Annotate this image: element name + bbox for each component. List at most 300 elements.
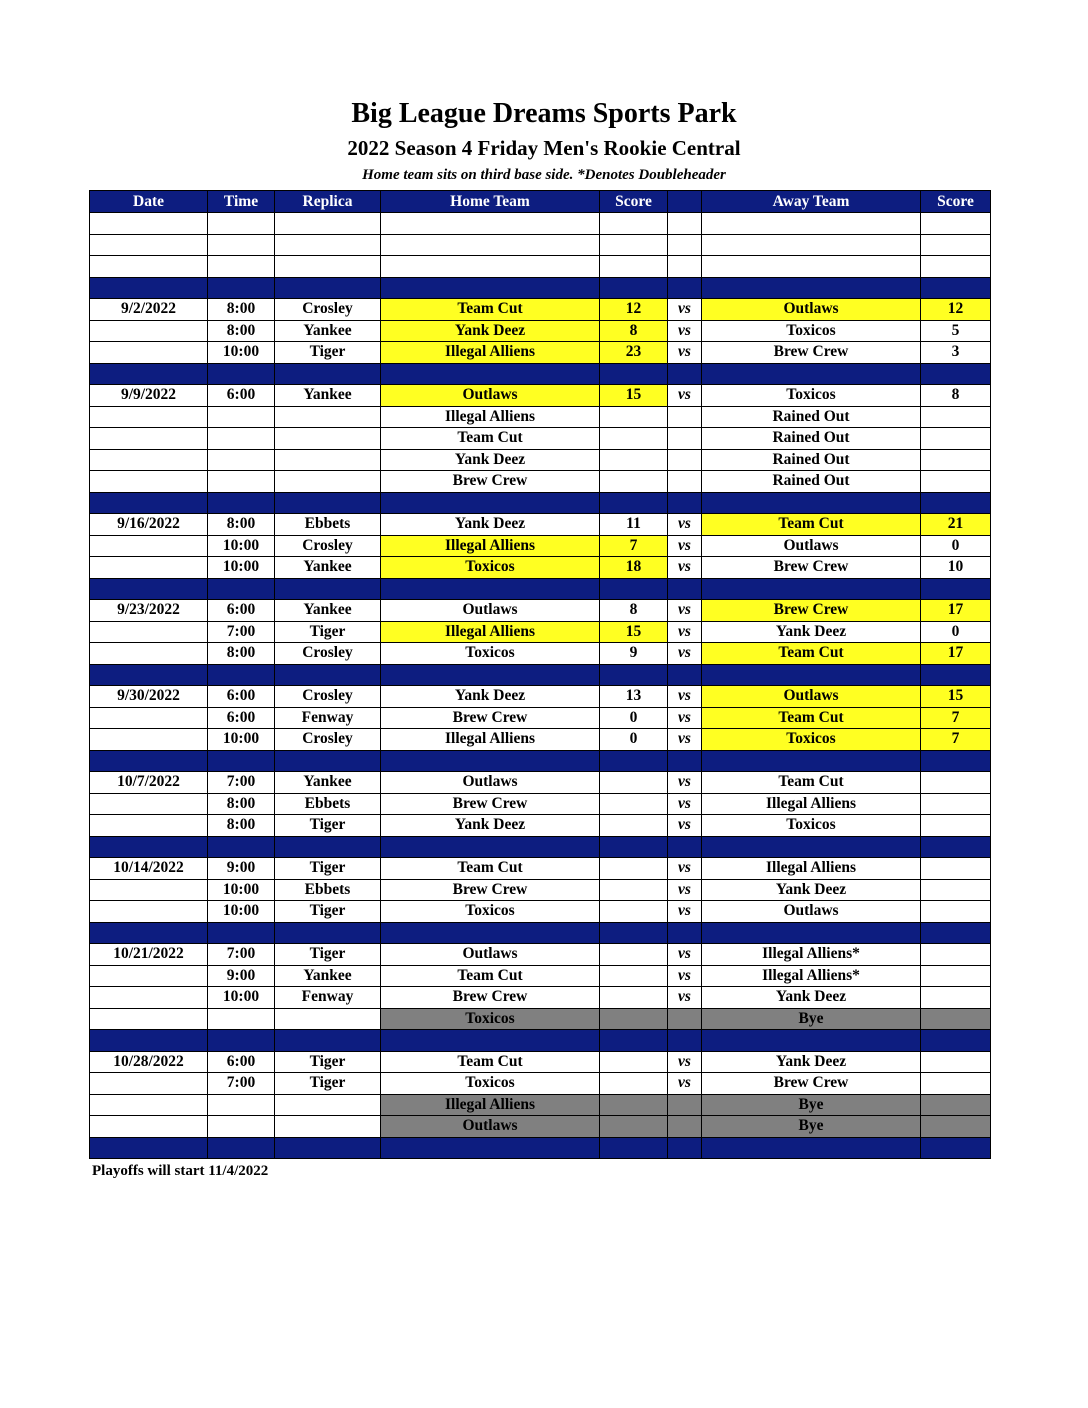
home-score-cell (600, 277, 668, 299)
time-cell (208, 750, 275, 772)
game-row (90, 901, 991, 923)
home-team-cell: Outlaws (381, 772, 600, 794)
vs-cell (668, 1094, 702, 1116)
vs-cell: vs (668, 987, 702, 1009)
away-team-cell: Brew Crew (702, 1073, 921, 1095)
home-team-cell: Brew Crew (381, 879, 600, 901)
away-team-cell (702, 836, 921, 858)
away-score-cell (921, 406, 991, 428)
bye-row (90, 1116, 991, 1138)
col-header-home-team: Home Team (381, 191, 600, 213)
replica-cell (275, 406, 381, 428)
date-cell (90, 621, 208, 643)
home-score-cell (600, 1030, 668, 1052)
away-team-cell: Brew Crew (702, 342, 921, 364)
away-score-cell (921, 965, 991, 987)
away-score-cell (921, 471, 991, 493)
date-cell: 9/16/2022 (90, 514, 208, 536)
date-cell: 9/30/2022 (90, 686, 208, 708)
home-team-cell: Brew Crew (381, 471, 600, 493)
away-score-cell (921, 428, 991, 450)
home-score-cell: 13 (600, 686, 668, 708)
home-score-cell (600, 836, 668, 858)
blank-row (90, 213, 991, 235)
home-score-cell (600, 449, 668, 471)
away-team-cell: Bye (702, 1094, 921, 1116)
week-separator-row (90, 1137, 991, 1159)
away-score-cell: 10 (921, 557, 991, 579)
home-team-cell: Outlaws (381, 385, 600, 407)
home-score-cell (600, 922, 668, 944)
vs-cell (668, 1116, 702, 1138)
date-cell: 9/9/2022 (90, 385, 208, 407)
time-cell (208, 1137, 275, 1159)
date-cell: 10/7/2022 (90, 772, 208, 794)
home-score-cell (600, 406, 668, 428)
game-row (90, 772, 991, 794)
time-cell (208, 234, 275, 256)
time-cell: 8:00 (208, 793, 275, 815)
week-separator-row (90, 277, 991, 299)
home-score-cell (600, 256, 668, 278)
home-score-cell (600, 772, 668, 794)
home-score-cell: 12 (600, 299, 668, 321)
replica-cell (275, 1116, 381, 1138)
table-header-row (90, 191, 991, 213)
date-cell (90, 664, 208, 686)
time-cell (208, 406, 275, 428)
date-cell (90, 1073, 208, 1095)
away-score-cell (921, 772, 991, 794)
home-score-cell: 8 (600, 320, 668, 342)
home-team-cell: Outlaws (381, 944, 600, 966)
home-score-cell (600, 471, 668, 493)
game-row (90, 342, 991, 364)
home-team-cell (381, 1030, 600, 1052)
home-score-cell (600, 1073, 668, 1095)
vs-cell: vs (668, 772, 702, 794)
time-cell (208, 471, 275, 493)
away-score-cell: 15 (921, 686, 991, 708)
replica-cell: Tiger (275, 944, 381, 966)
away-team-cell: Outlaws (702, 901, 921, 923)
away-team-cell (702, 1030, 921, 1052)
home-team-cell (381, 578, 600, 600)
replica-cell (275, 234, 381, 256)
date-cell: 9/2/2022 (90, 299, 208, 321)
vs-cell (668, 664, 702, 686)
away-team-cell: Brew Crew (702, 557, 921, 579)
week-separator-row (90, 363, 991, 385)
replica-cell (275, 922, 381, 944)
game-row (90, 793, 991, 815)
away-score-cell: 21 (921, 514, 991, 536)
home-score-cell: 15 (600, 385, 668, 407)
home-score-cell (600, 793, 668, 815)
blank-row (90, 234, 991, 256)
date-cell (90, 643, 208, 665)
vs-cell: vs (668, 1073, 702, 1095)
replica-cell: Yankee (275, 600, 381, 622)
away-team-cell (702, 256, 921, 278)
home-team-cell: Toxicos (381, 643, 600, 665)
playoffs-note: Playoffs will start 11/4/2022 (92, 1163, 269, 1179)
page-subtitle: 2022 Season 4 Friday Men's Rookie Central (347, 136, 741, 160)
date-cell (90, 557, 208, 579)
game-row (90, 643, 991, 665)
date-cell (90, 965, 208, 987)
time-cell: 6:00 (208, 385, 275, 407)
away-team-cell: Team Cut (702, 643, 921, 665)
away-team-cell: Toxicos (702, 320, 921, 342)
away-score-cell (921, 1137, 991, 1159)
away-score-cell: 5 (921, 320, 991, 342)
away-score-cell (921, 858, 991, 880)
away-team-cell: Team Cut (702, 707, 921, 729)
away-team-cell: Brew Crew (702, 600, 921, 622)
time-cell (208, 213, 275, 235)
col-header-replica: Replica (275, 191, 381, 213)
game-row (90, 944, 991, 966)
game-row (90, 987, 991, 1009)
date-cell (90, 1137, 208, 1159)
replica-cell: Fenway (275, 987, 381, 1009)
away-team-cell (702, 750, 921, 772)
away-team-cell: Yank Deez (702, 879, 921, 901)
away-team-cell (702, 664, 921, 686)
replica-cell: Crosley (275, 729, 381, 751)
replica-cell (275, 836, 381, 858)
replica-cell: Yankee (275, 320, 381, 342)
vs-cell (668, 750, 702, 772)
date-cell (90, 815, 208, 837)
vs-cell: vs (668, 815, 702, 837)
date-cell (90, 879, 208, 901)
replica-cell: Ebbets (275, 793, 381, 815)
date-cell (90, 277, 208, 299)
away-score-cell (921, 492, 991, 514)
date-cell (90, 707, 208, 729)
away-team-cell (702, 234, 921, 256)
vs-cell: vs (668, 858, 702, 880)
home-team-cell (381, 256, 600, 278)
time-cell: 10:00 (208, 557, 275, 579)
vs-cell: vs (668, 793, 702, 815)
replica-cell: Tiger (275, 815, 381, 837)
home-team-cell: Outlaws (381, 1116, 600, 1138)
date-cell: 9/23/2022 (90, 600, 208, 622)
vs-cell: vs (668, 535, 702, 557)
date-cell (90, 1030, 208, 1052)
game-row (90, 858, 991, 880)
replica-cell (275, 1030, 381, 1052)
away-score-cell (921, 922, 991, 944)
bye-row (90, 1094, 991, 1116)
home-score-cell (600, 965, 668, 987)
home-team-cell: Illegal Alliens (381, 342, 600, 364)
date-cell (90, 1094, 208, 1116)
home-score-cell (600, 428, 668, 450)
home-team-cell: Yank Deez (381, 514, 600, 536)
home-team-cell: Toxicos (381, 557, 600, 579)
away-team-cell: Rained Out (702, 471, 921, 493)
home-team-cell: Team Cut (381, 858, 600, 880)
vs-cell (668, 256, 702, 278)
game-row (90, 815, 991, 837)
col-header-vs (668, 191, 702, 213)
time-cell: 7:00 (208, 772, 275, 794)
home-score-cell (600, 664, 668, 686)
away-score-cell (921, 901, 991, 923)
replica-cell (275, 1008, 381, 1030)
home-team-cell (381, 664, 600, 686)
date-cell (90, 492, 208, 514)
home-team-cell (381, 234, 600, 256)
home-team-cell: Toxicos (381, 1073, 600, 1095)
home-team-cell (381, 836, 600, 858)
away-score-cell (921, 1073, 991, 1095)
away-score-cell: 12 (921, 299, 991, 321)
away-team-cell: Outlaws (702, 299, 921, 321)
time-cell: 9:00 (208, 858, 275, 880)
week-separator-row (90, 578, 991, 600)
replica-cell: Tiger (275, 901, 381, 923)
home-team-cell: Yank Deez (381, 686, 600, 708)
home-team-cell (381, 363, 600, 385)
time-cell (208, 578, 275, 600)
time-cell (208, 277, 275, 299)
time-cell (208, 922, 275, 944)
away-team-cell (702, 277, 921, 299)
home-team-cell: Brew Crew (381, 793, 600, 815)
away-score-cell (921, 449, 991, 471)
away-score-cell: 17 (921, 600, 991, 622)
vs-cell (668, 1137, 702, 1159)
away-team-cell (702, 363, 921, 385)
away-team-cell: Illegal Alliens* (702, 965, 921, 987)
time-cell: 7:00 (208, 621, 275, 643)
game-row (90, 320, 991, 342)
week-separator-row (90, 664, 991, 686)
away-team-cell: Outlaws (702, 535, 921, 557)
game-row (90, 514, 991, 536)
time-cell: 6:00 (208, 600, 275, 622)
home-score-cell (600, 815, 668, 837)
replica-cell: Crosley (275, 535, 381, 557)
date-cell (90, 836, 208, 858)
home-team-cell: Toxicos (381, 1008, 600, 1030)
vs-cell: vs (668, 729, 702, 751)
time-cell: 8:00 (208, 643, 275, 665)
home-score-cell: 18 (600, 557, 668, 579)
game-row (90, 385, 991, 407)
game-row (90, 557, 991, 579)
date-cell (90, 1116, 208, 1138)
col-header-date: Date (90, 191, 208, 213)
away-team-cell: Outlaws (702, 686, 921, 708)
vs-cell: vs (668, 643, 702, 665)
away-team-cell (702, 213, 921, 235)
vs-cell (668, 1008, 702, 1030)
replica-cell: Fenway (275, 707, 381, 729)
col-header-away-team: Away Team (702, 191, 921, 213)
home-score-cell (600, 1008, 668, 1030)
replica-cell: Yankee (275, 965, 381, 987)
home-team-cell: Brew Crew (381, 987, 600, 1009)
home-score-cell: 23 (600, 342, 668, 364)
vs-cell: vs (668, 901, 702, 923)
replica-cell (275, 363, 381, 385)
date-cell (90, 234, 208, 256)
date-cell (90, 428, 208, 450)
away-score-cell (921, 234, 991, 256)
away-score-cell (921, 213, 991, 235)
time-cell: 6:00 (208, 707, 275, 729)
vs-cell (668, 1030, 702, 1052)
away-score-cell (921, 879, 991, 901)
vs-cell (668, 234, 702, 256)
away-score-cell (921, 1116, 991, 1138)
vs-cell: vs (668, 299, 702, 321)
home-team-cell: Illegal Alliens (381, 621, 600, 643)
vs-cell (668, 213, 702, 235)
blank-row (90, 256, 991, 278)
vs-cell: vs (668, 1051, 702, 1073)
replica-cell (275, 449, 381, 471)
time-cell: 8:00 (208, 299, 275, 321)
week-separator-row (90, 492, 991, 514)
vs-cell (668, 492, 702, 514)
away-team-cell: Yank Deez (702, 1051, 921, 1073)
replica-cell: Yankee (275, 557, 381, 579)
time-cell: 10:00 (208, 901, 275, 923)
vs-cell (668, 363, 702, 385)
date-cell (90, 901, 208, 923)
date-cell (90, 406, 208, 428)
home-score-cell (600, 987, 668, 1009)
time-cell: 8:00 (208, 320, 275, 342)
date-cell (90, 987, 208, 1009)
home-team-cell: Illegal Alliens (381, 1094, 600, 1116)
time-cell (208, 492, 275, 514)
away-score-cell (921, 987, 991, 1009)
replica-cell: Crosley (275, 299, 381, 321)
date-cell: 10/21/2022 (90, 944, 208, 966)
time-cell: 8:00 (208, 514, 275, 536)
vs-cell: vs (668, 385, 702, 407)
date-cell (90, 213, 208, 235)
away-team-cell (702, 578, 921, 600)
away-score-cell (921, 363, 991, 385)
time-cell (208, 664, 275, 686)
replica-cell (275, 428, 381, 450)
replica-cell: Crosley (275, 643, 381, 665)
replica-cell: Ebbets (275, 879, 381, 901)
away-team-cell (702, 922, 921, 944)
time-cell (208, 428, 275, 450)
vs-cell: vs (668, 557, 702, 579)
game-row (90, 729, 991, 751)
away-team-cell: Toxicos (702, 815, 921, 837)
home-team-cell (381, 922, 600, 944)
date-cell: 10/28/2022 (90, 1051, 208, 1073)
home-team-cell: Illegal Alliens (381, 535, 600, 557)
replica-cell: Tiger (275, 621, 381, 643)
time-cell (208, 836, 275, 858)
time-cell (208, 1030, 275, 1052)
home-score-cell: 9 (600, 643, 668, 665)
away-score-cell (921, 578, 991, 600)
vs-cell (668, 836, 702, 858)
week-separator-row (90, 836, 991, 858)
vs-cell: vs (668, 944, 702, 966)
game-row (90, 707, 991, 729)
date-cell (90, 342, 208, 364)
home-score-cell (600, 858, 668, 880)
away-score-cell (921, 256, 991, 278)
home-score-cell (600, 901, 668, 923)
date-cell (90, 471, 208, 493)
home-score-cell: 7 (600, 535, 668, 557)
home-team-cell: Illegal Alliens (381, 729, 600, 751)
time-cell: 10:00 (208, 535, 275, 557)
away-score-cell (921, 664, 991, 686)
home-team-cell: Team Cut (381, 428, 600, 450)
week-separator-row (90, 1030, 991, 1052)
away-score-cell (921, 277, 991, 299)
date-cell (90, 1008, 208, 1030)
date-cell (90, 363, 208, 385)
col-header-away-score: Score (921, 191, 991, 213)
vs-cell: vs (668, 600, 702, 622)
replica-cell (275, 1137, 381, 1159)
home-score-cell: 15 (600, 621, 668, 643)
away-team-cell: Team Cut (702, 514, 921, 536)
away-team-cell: Bye (702, 1008, 921, 1030)
col-header-home-score: Score (600, 191, 668, 213)
away-team-cell: Bye (702, 1116, 921, 1138)
game-row (90, 299, 991, 321)
vs-cell (668, 578, 702, 600)
time-cell: 10:00 (208, 342, 275, 364)
date-cell (90, 793, 208, 815)
time-cell: 7:00 (208, 944, 275, 966)
game-row (90, 1073, 991, 1095)
replica-cell: Crosley (275, 686, 381, 708)
away-score-cell: 7 (921, 729, 991, 751)
time-cell (208, 1116, 275, 1138)
week-separator-row (90, 922, 991, 944)
away-score-cell: 7 (921, 707, 991, 729)
away-team-cell: Rained Out (702, 428, 921, 450)
col-header-time: Time (208, 191, 275, 213)
game-row (90, 471, 991, 493)
schedule-note: Home team sits on third base side. *Denotes Doubleheader (362, 167, 726, 183)
replica-cell: Yankee (275, 772, 381, 794)
date-cell (90, 729, 208, 751)
away-team-cell: Yank Deez (702, 987, 921, 1009)
away-score-cell (921, 815, 991, 837)
away-team-cell: Team Cut (702, 772, 921, 794)
time-cell (208, 1008, 275, 1030)
home-team-cell (381, 750, 600, 772)
home-score-cell (600, 944, 668, 966)
date-cell (90, 922, 208, 944)
game-row (90, 879, 991, 901)
away-team-cell (702, 1137, 921, 1159)
away-team-cell: Illegal Alliens* (702, 944, 921, 966)
home-score-cell: 0 (600, 707, 668, 729)
